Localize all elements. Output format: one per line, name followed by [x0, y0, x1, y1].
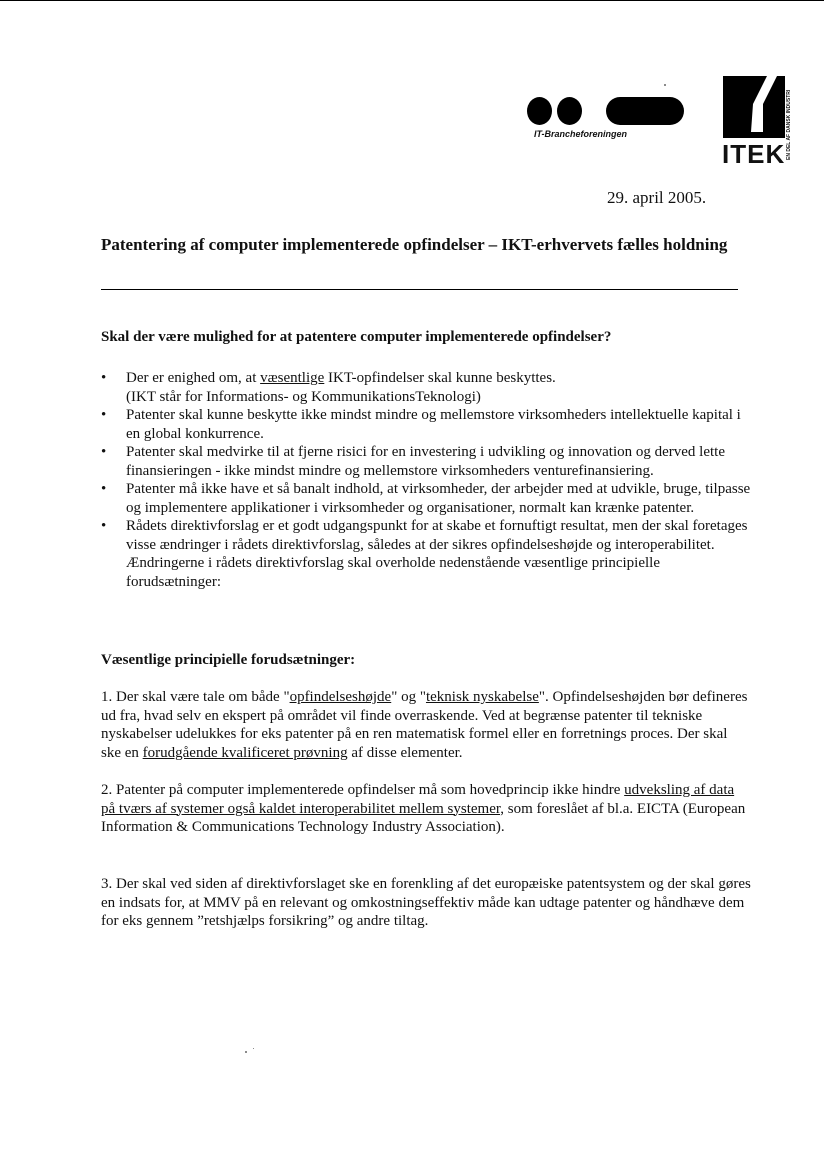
paragraph-text: ". Opfindelseshøjden bør defineres ud fra, hvad selv en ekspert på området vil finde overraskende. Ved at begrænse patenter til tekniske nyskabelser udelukkes for eks patenter på en ren matematisk formel eller en forretnings proces. Der skal ske en — [101, 689, 748, 761]
bullet-item — [101, 480, 751, 517]
bullet-item — [101, 406, 751, 443]
principle-paragraph-1 — [101, 688, 751, 762]
section-heading-principles: Væsentlige principielle forudsætninger: — [101, 652, 356, 668]
paragraph-text: 1. Der skal være tale om både " — [101, 689, 290, 705]
underlined-text: væsentlige — [260, 370, 325, 386]
paragraph-text: " og " — [391, 689, 426, 705]
document-title: Patentering af computer implementerede opfindelser – IKT-erhvervets fælles holdning — [101, 235, 728, 254]
bullet-text: Der er enighed om, at — [126, 370, 261, 386]
underlined-text: teknisk nyskabelse — [425, 689, 539, 705]
title-divider — [101, 289, 738, 290]
logo-pill-icon — [606, 97, 684, 125]
bullet-note: (IKT står for Informations- og KommunikationsTeknologi) — [126, 388, 481, 405]
paragraph-text: 2. Patenter på computer implementerede opfindelser må som hovedprincip ikke hindre — [101, 782, 625, 798]
scan-speck — [245, 1051, 247, 1053]
principle-paragraph-2 — [101, 781, 751, 837]
principle-paragraph-3: 3. Der skal ved siden af direktivforslaget ske en forenkling af det europæiske patentsystem og der skal gøres en indsats for, at MMV på en relevant og omkostningseffektiv måde kan udtage patenter og håndhæve dem for eks gennem ”retshjælps forsikring” og andre tiltag. — [101, 876, 751, 929]
scan-speck — [664, 84, 666, 86]
bullet-list — [101, 369, 751, 591]
bullet-text: IKT-opfindelser skal kunne beskyttes. — [324, 370, 556, 386]
logo-dot-icon — [527, 97, 552, 125]
underlined-text: opfindelseshøjde — [289, 689, 392, 705]
bullet-item — [101, 443, 751, 480]
underlined-text: forudgående kvalificeret prøvning — [142, 744, 348, 761]
it-brancheforeningen-logo-text: IT-Brancheforeningen — [534, 129, 628, 139]
section-heading-patent-question: Skal der være mulighed for at patentere computer implementerede opfindelser? — [101, 329, 612, 345]
logo-dot-icon — [557, 97, 582, 125]
bullet-text: Patenter skal kunne beskytte ikke mindst mindre og mellemstore virksomheders intellektuelle kapital i en global konkurrence. — [126, 407, 741, 442]
paragraph-text: af disse elementer. — [347, 744, 463, 761]
underlined-text: udveksling af data på tværs af systemer også kaldet interoperabilitet mellem systemer, — [101, 782, 735, 817]
bullet-text: Rådets direktivforslag er et godt udgangspunkt for at skabe et fornuftigt resultat, men der skal foretages visse ændringer i rådets direktivforslag, således at der sikres opfindelseshøjde og interoperabilitet. Ændringerne i rådets direktivforslag skal overholde nedenstående væsentlige principielle forudsætninger: — [126, 518, 748, 590]
top-edge-line — [0, 0, 824, 1]
paragraph-text: som foreslået af bl.a. EICTA (European Information & Communications Technology Industry Association). — [101, 800, 746, 835]
scan-speck — [253, 1048, 254, 1049]
bullet-item — [101, 369, 751, 406]
itek-logo-text: ITEK — [722, 139, 786, 169]
bullet-text: Patenter må ikke have et så banalt indhold, at virksomheder, der arbejder med at udvikle, bruge, tilpasse og implementere applikationer i virksomheder og organisationer, normalt kan krænke patenter. — [126, 481, 751, 516]
bullet-text: Patenter skal medvirke til at fjerne risici for en investering i udvikling og innovation og derved lette finansieringen - ikke mindst mindre og mellemstore virksomheders venturefinansiering. — [126, 444, 726, 479]
bullet-item — [101, 517, 751, 591]
document-date: 29. april 2005. — [607, 188, 707, 207]
itek-logo-side-text: EN DEL AF DANSK INDUSTRI — [786, 89, 792, 160]
